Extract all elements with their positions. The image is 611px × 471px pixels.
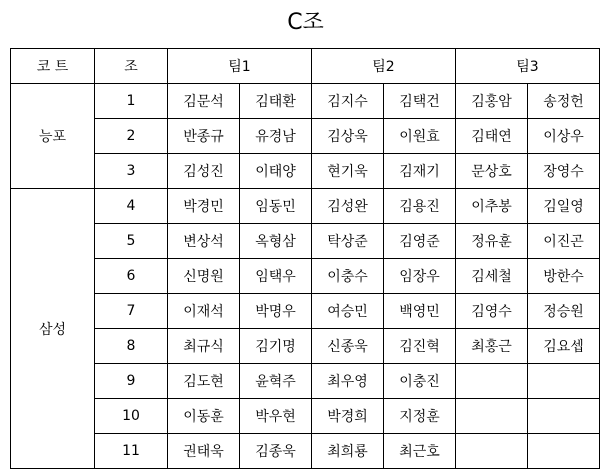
player-name-cell: 김종욱 xyxy=(240,434,312,469)
player-name-cell: 방한수 xyxy=(528,259,600,294)
player-name-cell: 최규식 xyxy=(168,329,240,364)
player-name-cell: 김지수 xyxy=(312,84,384,119)
court-header: 코 트 xyxy=(11,49,95,84)
player-name-cell: 김요셉 xyxy=(528,329,600,364)
table-row xyxy=(11,294,600,329)
player-name-cell: 박명우 xyxy=(240,294,312,329)
player-name-cell: 탁상준 xyxy=(312,224,384,259)
player-name-cell xyxy=(456,399,528,434)
player-name-cell xyxy=(456,364,528,399)
player-name-cell: 김일영 xyxy=(528,189,600,224)
player-name-cell: 임동민 xyxy=(240,189,312,224)
player-name-cell: 지정훈 xyxy=(384,399,456,434)
group-number-cell: 9 xyxy=(95,364,168,399)
player-name-cell: 백영민 xyxy=(384,294,456,329)
group-number-cell: 10 xyxy=(95,399,168,434)
header-row xyxy=(11,49,600,84)
player-name-cell: 김성완 xyxy=(312,189,384,224)
group-number-cell: 11 xyxy=(95,434,168,469)
player-name-cell: 이상우 xyxy=(528,119,600,154)
court-name-cell: 능포 xyxy=(11,84,95,189)
player-name-cell: 김문석 xyxy=(168,84,240,119)
player-name-cell: 김상욱 xyxy=(312,119,384,154)
group-number-cell: 6 xyxy=(95,259,168,294)
player-name-cell: 김성진 xyxy=(168,154,240,189)
table-row xyxy=(11,399,600,434)
player-name-cell: 문상호 xyxy=(456,154,528,189)
team1-header: 팀1 xyxy=(168,49,312,84)
player-name-cell: 현기욱 xyxy=(312,154,384,189)
player-name-cell: 윤혁주 xyxy=(240,364,312,399)
player-name-cell: 유경남 xyxy=(240,119,312,154)
player-name-cell: 박경민 xyxy=(168,189,240,224)
group-number-cell: 1 xyxy=(95,84,168,119)
group-number-cell: 2 xyxy=(95,119,168,154)
player-name-cell: 반종규 xyxy=(168,119,240,154)
player-name-cell: 이원효 xyxy=(384,119,456,154)
player-name-cell: 최우영 xyxy=(312,364,384,399)
team-roster-table xyxy=(10,48,600,469)
table-row xyxy=(11,189,600,224)
player-name-cell: 박우현 xyxy=(240,399,312,434)
player-name-cell: 임택우 xyxy=(240,259,312,294)
table-row xyxy=(11,154,600,189)
player-name-cell: 김택건 xyxy=(384,84,456,119)
player-name-cell: 김기명 xyxy=(240,329,312,364)
group-number-cell: 5 xyxy=(95,224,168,259)
player-name-cell: 최홍근 xyxy=(456,329,528,364)
player-name-cell xyxy=(528,364,600,399)
player-name-cell: 박경희 xyxy=(312,399,384,434)
group-number-cell: 3 xyxy=(95,154,168,189)
player-name-cell: 김영수 xyxy=(456,294,528,329)
team3-header: 팀3 xyxy=(456,49,600,84)
player-name-cell: 김용진 xyxy=(384,189,456,224)
table-row xyxy=(11,329,600,364)
player-name-cell: 신종욱 xyxy=(312,329,384,364)
player-name-cell: 이충진 xyxy=(384,364,456,399)
player-name-cell: 이진곤 xyxy=(528,224,600,259)
page-title: C조 xyxy=(287,10,324,35)
player-name-cell xyxy=(528,434,600,469)
player-name-cell: 최근호 xyxy=(384,434,456,469)
player-name-cell: 최희룡 xyxy=(312,434,384,469)
player-name-cell: 옥형삼 xyxy=(240,224,312,259)
table-row xyxy=(11,84,600,119)
player-name-cell: 이재석 xyxy=(168,294,240,329)
table-row xyxy=(11,119,600,154)
player-name-cell: 이추봉 xyxy=(456,189,528,224)
table-row xyxy=(11,224,600,259)
player-name-cell: 권태욱 xyxy=(168,434,240,469)
player-name-cell: 송정헌 xyxy=(528,84,600,119)
player-name-cell: 김태환 xyxy=(240,84,312,119)
player-name-cell: 이태양 xyxy=(240,154,312,189)
table-row xyxy=(11,364,600,399)
group-number-cell: 7 xyxy=(95,294,168,329)
group-number-cell: 4 xyxy=(95,189,168,224)
player-name-cell: 김도현 xyxy=(168,364,240,399)
group-number-cell: 8 xyxy=(95,329,168,364)
player-name-cell: 김진혁 xyxy=(384,329,456,364)
player-name-cell: 여승민 xyxy=(312,294,384,329)
player-name-cell: 이충수 xyxy=(312,259,384,294)
player-name-cell: 신명원 xyxy=(168,259,240,294)
table-row xyxy=(11,434,600,469)
player-name-cell: 장영수 xyxy=(528,154,600,189)
player-name-cell: 변상석 xyxy=(168,224,240,259)
player-name-cell xyxy=(456,434,528,469)
player-name-cell: 이동훈 xyxy=(168,399,240,434)
player-name-cell: 김영준 xyxy=(384,224,456,259)
player-name-cell: 정승원 xyxy=(528,294,600,329)
group-header: 조 xyxy=(95,49,168,84)
player-name-cell: 김세철 xyxy=(456,259,528,294)
player-name-cell: 김재기 xyxy=(384,154,456,189)
team2-header: 팀2 xyxy=(312,49,456,84)
court-name-cell: 삼성 xyxy=(11,189,95,469)
player-name-cell: 김홍암 xyxy=(456,84,528,119)
player-name-cell: 정유훈 xyxy=(456,224,528,259)
table-row xyxy=(11,259,600,294)
player-name-cell: 임장우 xyxy=(384,259,456,294)
player-name-cell: 김태연 xyxy=(456,119,528,154)
player-name-cell xyxy=(528,399,600,434)
